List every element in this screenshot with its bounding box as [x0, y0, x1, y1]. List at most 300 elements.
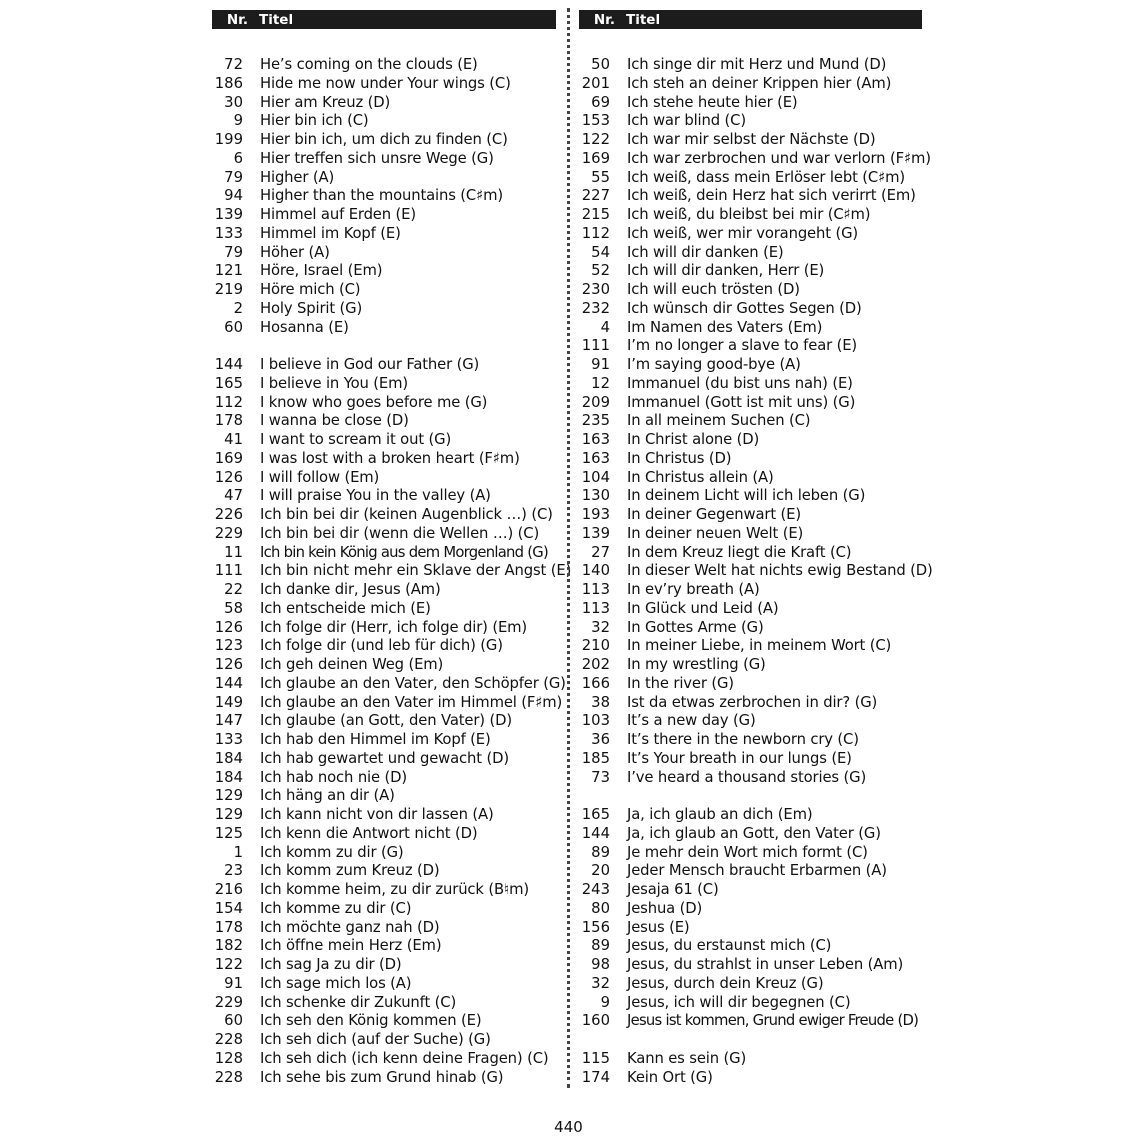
song-title: In deiner neuen Welt (E) [627, 524, 804, 542]
song-title: Jeder Mensch braucht Erbarmen (A) [627, 862, 887, 880]
song-entry [212, 431, 556, 450]
song-number: 91 [224, 974, 243, 992]
song-entry [212, 900, 556, 919]
song-number: 226 [214, 506, 243, 523]
number-column-header: Nr. [593, 11, 615, 28]
song-entry [212, 881, 556, 900]
song-number: 79 [224, 243, 243, 261]
song-title: In deiner Gegenwart (E) [627, 506, 801, 523]
song-title: Himmel im Kopf (E) [260, 224, 401, 242]
song-title: I was lost with a broken heart (F♯m) [260, 449, 520, 467]
song-entry [212, 244, 556, 263]
song-entry [579, 637, 922, 656]
song-number: 80 [591, 899, 610, 917]
song-entry [579, 731, 922, 750]
song-number: 89 [591, 937, 610, 955]
song-number: 27 [591, 543, 610, 561]
song-entry [579, 394, 922, 413]
title-column-header: Titel [259, 11, 294, 28]
song-entry [579, 806, 922, 825]
song-number: 130 [581, 487, 610, 505]
song-entry [579, 131, 922, 150]
song-title: Hier bin ich, um dich zu finden (C) [260, 131, 508, 148]
song-entry [212, 844, 556, 863]
song-number: 89 [591, 843, 610, 861]
song-entry [579, 844, 922, 863]
song-number: 229 [214, 993, 243, 1011]
song-entry [212, 375, 556, 394]
song-entry [579, 300, 922, 319]
song-number: 12 [591, 374, 610, 392]
song-number: 6 [233, 149, 243, 167]
song-number: 125 [214, 824, 243, 842]
song-entry [579, 431, 922, 450]
song-number: 122 [581, 131, 610, 148]
song-title: It’s there in the newborn cry (C) [627, 731, 859, 748]
song-title: I’m saying good-bye (A) [627, 356, 801, 373]
song-entry [579, 769, 922, 788]
song-title: Ich folge dir (und leb für dich) (G) [260, 637, 503, 655]
song-entry [579, 319, 922, 338]
song-number: 112 [581, 224, 610, 242]
song-number: 73 [591, 768, 610, 786]
song-title: Ich kenn die Antwort nicht (D) [260, 824, 478, 842]
song-title: Ich kann nicht von dir lassen (A) [260, 806, 494, 823]
song-entry [212, 469, 556, 488]
song-title: Himmel auf Erden (E) [260, 206, 416, 223]
song-title: In all meinem Suchen (C) [627, 412, 811, 430]
song-entry [579, 469, 922, 488]
song-entry [579, 994, 922, 1013]
song-number: 72 [224, 56, 243, 73]
song-number: 156 [581, 918, 610, 936]
song-number: 104 [581, 468, 610, 486]
song-title: In Christus allein (A) [627, 468, 774, 486]
song-entry [212, 506, 556, 525]
song-title: In Christus (D) [627, 449, 732, 467]
song-entry [212, 619, 556, 638]
song-number: 91 [591, 356, 610, 373]
song-number: 122 [214, 956, 243, 973]
song-number: 60 [224, 1012, 243, 1030]
song-title: Ich will euch trösten (D) [627, 281, 800, 298]
song-title: Jesus, du strahlst in unser Leben (Am) [627, 956, 904, 973]
song-title: Ist da etwas zerbrochen in dir? (G) [627, 693, 878, 711]
song-number: 147 [214, 712, 243, 730]
song-number: 123 [214, 637, 243, 655]
song-number: 229 [214, 524, 243, 542]
song-entry [212, 787, 556, 806]
song-entry [212, 731, 556, 750]
song-number: 185 [581, 749, 610, 767]
song-title: Higher than the mountains (C♯m) [260, 187, 504, 205]
song-number: 112 [214, 393, 243, 411]
song-number: 216 [214, 881, 243, 898]
song-title: Ich möchte ganz nah (D) [260, 918, 440, 936]
song-number: 219 [214, 281, 243, 298]
song-number: 22 [224, 581, 243, 598]
song-title: Hier treffen sich unsre Wege (G) [260, 149, 494, 167]
song-title: Ich stehe heute hier (E) [627, 93, 798, 111]
song-entry [212, 112, 556, 131]
song-number: 139 [214, 206, 243, 223]
song-number: 144 [214, 674, 243, 692]
song-title: Jesus, ich will dir begegnen (C) [627, 993, 851, 1011]
song-entry [212, 356, 556, 375]
song-entry [579, 506, 922, 525]
song-title: Ich bin nicht mehr ein Sklave der Angst (E) [260, 562, 572, 580]
song-entry [212, 1069, 556, 1088]
song-title: Ich sehe bis zum Grund hinab (G) [260, 1068, 504, 1086]
song-entry [212, 169, 556, 188]
song-title: In ev’ry breath (A) [627, 581, 760, 598]
song-number: 163 [581, 449, 610, 467]
column-divider [567, 8, 570, 1088]
song-title: Ich glaube (an Gott, den Vater) (D) [260, 712, 512, 730]
song-title: In my wrestling (G) [627, 656, 766, 673]
song-entry [212, 187, 556, 206]
song-entry [212, 225, 556, 244]
song-number: 140 [581, 562, 610, 580]
song-number: 184 [214, 749, 243, 767]
song-number: 30 [224, 93, 243, 111]
song-number: 79 [224, 168, 243, 186]
song-number: 9 [600, 993, 610, 1011]
song-number: 210 [581, 637, 610, 655]
song-number: 11 [224, 543, 243, 561]
song-entry [212, 769, 556, 788]
song-number: 111 [214, 562, 243, 580]
song-title: Ich komme zu dir (C) [260, 899, 412, 917]
song-title: Ich weiß, dein Herz hat sich verirrt (Em) [627, 187, 916, 205]
song-title: Ich hab noch nie (D) [260, 768, 408, 786]
song-number: 129 [214, 787, 243, 805]
song-entry [579, 975, 922, 994]
song-number: 169 [214, 449, 243, 467]
song-number: 228 [214, 1031, 243, 1048]
song-title: Ich weiß, dass mein Erlöser lebt (C♯m) [627, 168, 905, 186]
song-entry [212, 281, 556, 300]
song-title: Ich folge dir (Herr, ich folge dir) (Em) [260, 618, 528, 636]
song-entry [212, 412, 556, 431]
title-column-header: Titel [626, 11, 661, 28]
song-title: Ich seh dich (auf der Suche) (G) [260, 1031, 491, 1048]
song-title: It’s a new day (G) [627, 712, 756, 730]
song-number: 1 [233, 843, 243, 861]
song-entry [579, 56, 922, 75]
song-number: 165 [581, 806, 610, 823]
song-title: Ich seh den König kommen (E) [260, 1012, 482, 1030]
song-entry [579, 412, 922, 431]
song-entry [579, 1069, 922, 1088]
song-entry [579, 356, 922, 375]
song-title: Jesus (E) [627, 918, 690, 936]
song-entry [579, 206, 922, 225]
song-title: Ich sage mich los (A) [260, 974, 412, 992]
song-title: I believe in You (Em) [260, 374, 409, 392]
song-number: 9 [233, 112, 243, 130]
song-number: 58 [224, 599, 243, 617]
song-entry [579, 862, 922, 881]
song-number: 47 [224, 487, 243, 505]
song-title: Ja, ich glaub an Gott, den Vater (G) [627, 824, 881, 842]
song-number: 186 [214, 74, 243, 92]
song-title: Ich weiß, du bleibst bei mir (C♯m) [627, 206, 871, 223]
song-entry [579, 187, 922, 206]
song-entry [212, 581, 556, 600]
song-entry [579, 75, 922, 94]
song-title: In Gottes Arme (G) [627, 618, 764, 636]
song-number: 113 [581, 581, 610, 598]
song-entry [579, 881, 922, 900]
song-entry [212, 600, 556, 619]
song-title: Ich war mir selbst der Nächste (D) [627, 131, 876, 148]
column-header [579, 10, 922, 29]
song-number: 163 [581, 431, 610, 448]
song-number: 169 [581, 149, 610, 167]
song-title: In the river (G) [627, 674, 734, 692]
song-entry [579, 169, 922, 188]
song-entry [579, 956, 922, 975]
song-number: 144 [581, 824, 610, 842]
song-entry [212, 975, 556, 994]
song-number: 32 [591, 974, 610, 992]
song-entry [579, 375, 922, 394]
number-column-header: Nr. [226, 11, 248, 28]
song-entry [579, 562, 933, 581]
song-number: 41 [224, 431, 243, 448]
song-number: 133 [214, 224, 243, 242]
song-title: Ich glaube an den Vater, den Schöpfer (G) [260, 674, 566, 692]
song-entry [212, 656, 556, 675]
song-title: Ich will dir danken, Herr (E) [627, 262, 825, 280]
song-number: 174 [581, 1068, 610, 1086]
song-entry [579, 94, 922, 113]
song-entry [579, 675, 922, 694]
song-entry [579, 225, 922, 244]
song-title: Ich bin bei dir (wenn die Wellen …) (C) [260, 524, 540, 542]
song-number: 128 [214, 1049, 243, 1067]
song-number: 129 [214, 806, 243, 823]
song-title: Holy Spirit (G) [260, 299, 363, 317]
song-title: Ich schenke dir Zukunft (C) [260, 993, 457, 1011]
song-number: 230 [581, 281, 610, 298]
song-number: 55 [591, 168, 610, 186]
song-list-left [212, 56, 572, 1087]
song-title: Ich will dir danken (E) [627, 243, 784, 261]
song-title: Ich komme heim, zu dir zurück (B♮m) [260, 881, 530, 898]
song-number: 115 [581, 1049, 610, 1067]
song-title: Hier am Kreuz (D) [260, 93, 391, 111]
song-title: Jeshua (D) [627, 899, 703, 917]
song-number: 144 [214, 356, 243, 373]
song-number: 215 [581, 206, 610, 223]
song-entry [212, 319, 556, 338]
song-entry [579, 244, 922, 263]
song-number: 52 [591, 262, 610, 280]
song-entry [579, 750, 922, 769]
song-entry [212, 1050, 556, 1069]
song-entry [579, 262, 922, 281]
song-number: 126 [214, 656, 243, 673]
song-entry [579, 694, 922, 713]
song-number: 201 [581, 74, 610, 92]
song-entry [212, 862, 556, 881]
song-number: 182 [214, 937, 243, 955]
song-number: 193 [581, 506, 610, 523]
song-entry [212, 750, 556, 769]
song-entry [579, 149, 931, 169]
song-title: Ich geh deinen Weg (Em) [260, 656, 444, 673]
song-title: Kein Ort (G) [627, 1068, 713, 1086]
song-number: 126 [214, 618, 243, 636]
song-title: I will praise You in the valley (A) [260, 487, 491, 505]
song-title: Jesus, du erstaunst mich (C) [627, 937, 832, 955]
left-column [212, 10, 572, 1087]
song-number: 235 [581, 412, 610, 430]
song-title: I believe in God our Father (G) [260, 356, 480, 373]
song-title: Immanuel (du bist uns nah) (E) [627, 374, 853, 392]
song-title: It’s Your breath in our lungs (E) [627, 749, 852, 767]
song-number: 149 [214, 693, 243, 711]
song-entry [579, 712, 922, 731]
song-number: 2 [233, 299, 243, 317]
song-entry [212, 712, 556, 731]
song-entry [579, 487, 922, 506]
song-list-right [579, 56, 933, 1087]
song-title: In deinem Licht will ich leben (G) [627, 487, 866, 505]
song-entry [579, 1012, 922, 1031]
song-title: Ja, ich glaub an dich (Em) [627, 806, 813, 823]
song-title: Kann es sein (G) [627, 1049, 747, 1067]
song-entry [579, 937, 922, 956]
song-title: In meiner Liebe, in meinem Wort (C) [627, 637, 892, 655]
song-title: I want to scream it out (G) [260, 431, 452, 448]
song-number: 243 [581, 881, 610, 898]
song-entry [212, 94, 556, 113]
song-entry [579, 281, 922, 300]
song-number: 153 [581, 112, 610, 130]
song-title: I wanna be close (D) [260, 412, 409, 430]
song-title: Ich danke dir, Jesus (Am) [260, 581, 441, 598]
song-number: 165 [214, 374, 243, 392]
song-entry [212, 994, 556, 1013]
song-entry [212, 337, 556, 356]
song-number: 228 [214, 1068, 243, 1086]
song-title: Ich glaube an den Vater im Himmel (F♯m) [260, 693, 563, 711]
song-entry [579, 825, 922, 844]
song-entry [212, 637, 556, 656]
song-title: Im Namen des Vaters (Em) [627, 318, 823, 336]
song-entry [579, 337, 922, 356]
song-entry [212, 956, 556, 975]
song-title: Ich weiß, wer mir vorangeht (G) [627, 224, 859, 242]
song-number: 199 [214, 131, 243, 148]
song-entry [579, 900, 922, 919]
song-title: Höher (A) [260, 243, 330, 261]
song-entry [579, 919, 922, 938]
song-entry [579, 1031, 922, 1050]
song-entry [579, 600, 922, 619]
song-title: Höre, Israel (Em) [260, 262, 383, 280]
song-number: 113 [581, 599, 610, 617]
song-number: 160 [581, 1012, 610, 1030]
song-entry [212, 525, 556, 544]
song-number: 38 [591, 693, 610, 711]
song-title: Jesaja 61 (C) [627, 881, 719, 898]
song-title: In Christ alone (D) [627, 431, 760, 448]
song-number: 23 [224, 862, 243, 880]
song-number: 54 [591, 243, 610, 261]
song-title: Ich bin kein König aus dem Morgenland (G) [260, 543, 549, 561]
song-entry [212, 693, 563, 713]
song-number: 94 [224, 187, 243, 205]
song-number: 139 [581, 524, 610, 542]
song-entry [212, 919, 556, 938]
song-title: Jesus ist kommen, Grund ewiger Freude (D) [627, 1012, 919, 1030]
song-number: 32 [591, 618, 610, 636]
song-number: 126 [214, 468, 243, 486]
song-number: 178 [214, 412, 243, 430]
song-title: Ich häng an dir (A) [260, 787, 395, 805]
song-entry [212, 1012, 556, 1031]
song-title: Ich singe dir mit Herz und Mund (D) [627, 56, 887, 73]
song-title: In dem Kreuz liegt die Kraft (C) [627, 543, 852, 561]
song-number: 4 [600, 318, 610, 336]
song-title: Ich steh an deiner Krippen hier (Am) [627, 74, 892, 92]
song-title: Höre mich (C) [260, 281, 361, 298]
song-number: 121 [214, 262, 243, 280]
song-entry [212, 674, 566, 694]
song-entry [212, 544, 556, 563]
song-title: In Glück und Leid (A) [627, 599, 779, 617]
song-number: 227 [581, 187, 610, 205]
song-title: Ich sag Ja zu dir (D) [260, 956, 402, 973]
song-title: Ich war blind (C) [627, 112, 746, 130]
song-number: 36 [591, 731, 610, 748]
song-number: 178 [214, 918, 243, 936]
song-entry [212, 300, 556, 319]
song-number: 166 [581, 674, 610, 692]
song-number: 232 [581, 299, 610, 317]
song-entry [212, 825, 556, 844]
song-number [212, 337, 243, 356]
song-title: Hosanna (E) [260, 318, 349, 336]
column-header [212, 10, 556, 29]
song-title: Ich seh dich (ich kenn deine Fragen) (C) [260, 1049, 549, 1067]
song-title: In dieser Welt hat nichts ewig Bestand (D) [627, 562, 933, 580]
song-number: 98 [591, 956, 610, 973]
song-number: 60 [224, 318, 243, 336]
song-title: Ich öffne mein Herz (Em) [260, 937, 442, 955]
song-number: 50 [591, 56, 610, 73]
song-entry [212, 262, 556, 281]
song-title: I’m no longer a slave to fear (E) [627, 337, 858, 355]
song-title: Je mehr dein Wort mich formt (C) [627, 843, 868, 861]
song-entry [212, 1031, 556, 1050]
song-entry [579, 450, 922, 469]
song-title: Ich wünsch dir Gottes Segen (D) [627, 299, 862, 317]
right-column [579, 10, 933, 1087]
song-number: 209 [581, 393, 610, 411]
song-title: Ich komm zum Kreuz (D) [260, 862, 440, 880]
song-number: 69 [591, 93, 610, 111]
song-entry [579, 581, 922, 600]
song-number: 184 [214, 768, 243, 786]
song-title: I’ve heard a thousand stories (G) [627, 768, 867, 786]
song-title: Ich war zerbrochen und war verlorn (F♯m) [627, 149, 931, 167]
song-title: Ich entscheide mich (E) [260, 599, 431, 617]
